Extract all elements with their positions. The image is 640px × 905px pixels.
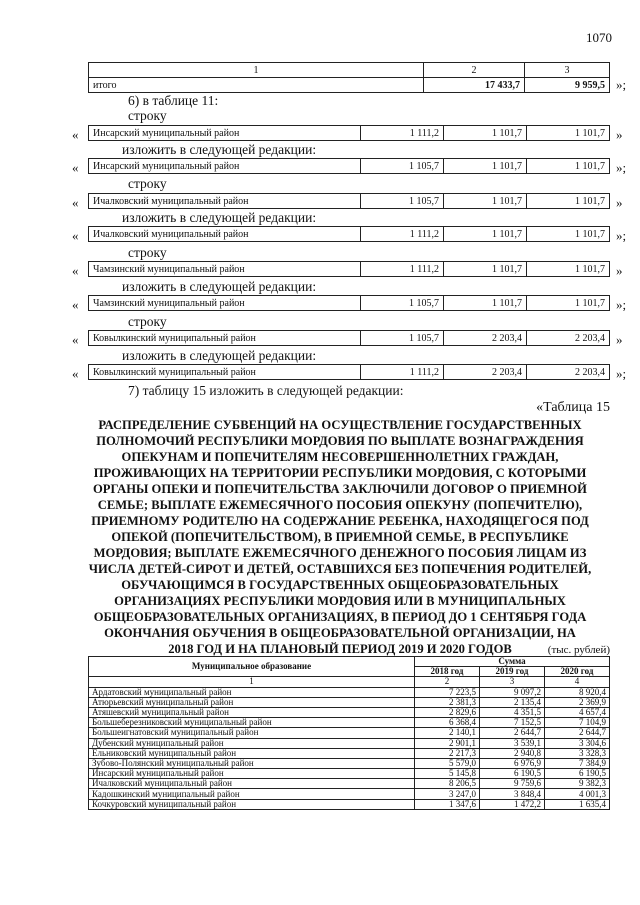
district-name: Ельниковский муниципальный район — [89, 748, 415, 758]
district-name: Инсарский муниципальный район — [89, 159, 361, 174]
value-2018: 1 111,2 — [361, 262, 444, 277]
value-2020: 1 101,7 — [527, 296, 610, 311]
close-quote: » — [616, 195, 623, 210]
value-2019: 1 101,7 — [444, 126, 527, 141]
value-2019: 1 101,7 — [444, 262, 527, 277]
amount-cell: 7 152,5 — [480, 718, 545, 728]
edit-row-table — [88, 226, 610, 242]
total-value-2018: 17 433,7 — [424, 78, 525, 93]
value-2018: 1 111,2 — [361, 126, 444, 141]
amount-cell: 1 472,2 — [480, 799, 545, 809]
district-name: Инсарский муниципальный район — [89, 126, 361, 141]
open-quote: « — [72, 366, 79, 381]
word-edit: изложить в следующей редакции: — [122, 142, 317, 157]
amount-cell: 8 206,5 — [415, 779, 480, 789]
value-2018: 1 105,7 — [361, 194, 444, 209]
edit-row-table — [88, 295, 610, 311]
amount-cell: 4 657,4 — [545, 707, 610, 717]
open-quote: « — [72, 195, 79, 210]
edit-row-table — [88, 125, 610, 141]
table-row — [89, 769, 610, 779]
amount-cell: 2 140,1 — [415, 728, 480, 738]
amount-cell: 6 976,9 — [480, 758, 545, 768]
value-2020: 2 203,4 — [527, 365, 610, 380]
title-line: ЧИСЛА ДЕТЕЙ-СИРОТ И ДЕТЕЙ, ОСТАВШИХСЯ БЕЗ ПОПЕЧЕНИЯ РОДИТЕЛЕЙ, — [88, 562, 592, 576]
amount-cell: 2 381,3 — [415, 697, 480, 707]
close-quote: »; — [616, 297, 627, 312]
district-name: Атюрьевский муниципальный район — [89, 697, 415, 707]
table-row — [89, 779, 610, 789]
district-name: Кочкуровский муниципальный район — [89, 799, 415, 809]
amount-cell: 2 369,9 — [545, 697, 610, 707]
district-name: Дубенский муниципальный район — [89, 738, 415, 748]
amount-cell: 3 247,0 — [415, 789, 480, 799]
table-row — [89, 758, 610, 768]
word-edit: изложить в следующей редакции: — [122, 348, 317, 363]
value-2020: 1 101,7 — [527, 262, 610, 277]
word-edit: изложить в следующей редакции: — [122, 210, 317, 225]
district-name: Инсарский муниципальный район — [89, 769, 415, 779]
open-quote: « — [72, 127, 79, 142]
amount-cell: 6 190,5 — [480, 769, 545, 779]
district-name: Большеигнатовский муниципальный район — [89, 728, 415, 738]
table-title — [60, 417, 620, 657]
district-name: Ичалковский муниципальный район — [89, 227, 361, 242]
amount-cell: 5 145,8 — [415, 769, 480, 779]
word-row: строку — [128, 245, 167, 260]
amount-cell: 9 759,6 — [480, 779, 545, 789]
amount-cell: 2 217,3 — [415, 748, 480, 758]
amount-cell: 4 001,3 — [545, 789, 610, 799]
value-2020: 1 101,7 — [527, 227, 610, 242]
amount-cell: 2 644,7 — [480, 728, 545, 738]
title-line: ОБУЧАЮЩИМСЯ В ГОСУДАРСТВЕННЫХ ОБЩЕОБРАЗОВАТЕЛЬНЫХ — [121, 578, 559, 592]
amount-cell: 1 635,4 — [545, 799, 610, 809]
district-name: Ардатовский муниципальный район — [89, 687, 415, 697]
amount-cell: 9 097,2 — [480, 687, 545, 697]
open-quote: « — [72, 263, 79, 278]
amount-cell: 3 304,6 — [545, 738, 610, 748]
year-header: 2020 год — [545, 667, 610, 677]
value-2018: 1 111,2 — [361, 365, 444, 380]
edit-row-table — [88, 364, 610, 380]
title-line: ОРГАНЫ ОПЕКИ И ПОПЕЧИТЕЛЬСТВА ЗАКЛЮЧИЛИ ДОГОВОР О ПРИЕМНОЙ — [93, 482, 587, 496]
amount-cell: 4 351,5 — [480, 707, 545, 717]
close-quote: » — [616, 127, 623, 142]
page-number: 1070 — [586, 30, 612, 45]
district-name: Атяшевский муниципальный район — [89, 707, 415, 717]
value-2018: 1 111,2 — [361, 227, 444, 242]
table-row — [89, 799, 610, 809]
main-table — [88, 656, 610, 810]
amount-cell: 9 382,3 — [545, 779, 610, 789]
amount-cell: 2 901,1 — [415, 738, 480, 748]
open-quote: « — [72, 297, 79, 312]
title-line: СЕМЬЕ; ВЫПЛАТЕ ЕЖЕМЕСЯЧНОГО ПОСОБИЯ ОПЕКУНУ (ПОПЕЧИТЕЛЮ), — [97, 498, 583, 512]
amount-cell: 3 328,3 — [545, 748, 610, 758]
total-label: итого — [89, 78, 424, 93]
amount-cell: 3 848,4 — [480, 789, 545, 799]
col-number: 3 — [480, 677, 545, 687]
units-label: (тыс. рублей) — [547, 644, 610, 656]
open-quote: « — [72, 332, 79, 347]
col-number: 2 — [415, 677, 480, 687]
amount-cell: 1 347,6 — [415, 799, 480, 809]
amount-cell: 2 829,6 — [415, 707, 480, 717]
value-2020: 1 101,7 — [527, 194, 610, 209]
header-cell: 3 — [525, 63, 610, 78]
table-label: «Таблица 15 — [536, 400, 610, 415]
value-2019: 2 203,4 — [444, 365, 527, 380]
district-name: Большеберезниковский муниципальный район — [89, 718, 415, 728]
table-row — [89, 718, 610, 728]
close-quote: »; — [616, 77, 627, 92]
title-line: ОРГАНИЗАЦИЯХ РЕСПУБЛИКИ МОРДОВИЯ ИЛИ В МУНИЦИПАЛЬНЫХ — [114, 594, 566, 608]
value-2019: 1 101,7 — [444, 296, 527, 311]
district-name: Чамзинский муниципальный район — [89, 296, 361, 311]
section-6-heading: 6) в таблице 11: — [128, 93, 219, 108]
edit-row-table — [88, 193, 610, 209]
header-cell: 2 — [424, 63, 525, 78]
table-row — [89, 728, 610, 738]
top-table — [88, 62, 610, 93]
section-7-heading: 7) таблицу 15 изложить в следующей редакции: — [128, 383, 404, 398]
year-header: 2019 год — [480, 667, 545, 677]
amount-cell: 6 190,5 — [545, 769, 610, 779]
district-name: Чамзинский муниципальный район — [89, 262, 361, 277]
district-name: Ичалковский муниципальный район — [89, 194, 361, 209]
title-line: РАСПРЕДЕЛЕНИЕ СУБВЕНЦИЙ НА ОСУЩЕСТВЛЕНИЕ ГОСУДАРСТВЕННЫХ — [98, 418, 582, 432]
edit-row-table — [88, 261, 610, 277]
value-2020: 1 101,7 — [527, 126, 610, 141]
title-line: ПРИЕМНОМУ РОДИТЕЛЮ НА СОДЕРЖАНИЕ РЕБЕНКА, НАХОДЯЩЕГОСЯ ПОД — [91, 514, 589, 528]
amount-cell: 2 644,7 — [545, 728, 610, 738]
year-header: 2018 год — [415, 667, 480, 677]
close-quote: »; — [616, 228, 627, 243]
district-name: Кадошкинский муниципальный район — [89, 789, 415, 799]
value-2020: 1 101,7 — [527, 159, 610, 174]
table-row — [89, 687, 610, 697]
table-row — [89, 789, 610, 799]
close-quote: » — [616, 263, 623, 278]
title-line: МОРДОВИЯ; ВЫПЛАТЕ ЕЖЕМЕСЯЧНОГО ДЕНЕЖНОГО ПОСОБИЯ ЛИЦАМ ИЗ — [93, 546, 587, 560]
title-line: ПОЛНОМОЧИЙ РЕСПУБЛИКИ МОРДОВИЯ ПО ВЫПЛАТЕ ВОЗНАГРАЖДЕНИЯ — [96, 434, 584, 448]
amount-cell: 2 940,8 — [480, 748, 545, 758]
edit-row-table — [88, 158, 610, 174]
title-line: ОБЩЕОБРАЗОВАТЕЛЬНЫХ ОРГАНИЗАЦИЯХ, В ПЕРИОД ДО 1 СЕНТЯБРЯ ГОДА — [93, 610, 587, 624]
close-quote: »; — [616, 366, 627, 381]
title-line: 2018 ГОД И НА ПЛАНОВЫЙ ПЕРИОД 2019 И 2020 ГОДОВ — [168, 642, 512, 656]
word-row: строку — [128, 314, 167, 329]
value-2019: 1 101,7 — [444, 159, 527, 174]
value-2018: 1 105,7 — [361, 159, 444, 174]
amount-cell: 5 579,0 — [415, 758, 480, 768]
title-line: ОПЕКУНАМ И ПОПЕЧИТЕЛЯМ НЕСОВЕРШЕННОЛЕТНИХ ГРАЖДАН, — [121, 450, 559, 464]
value-2018: 1 105,7 — [361, 296, 444, 311]
amount-cell: 7 384,9 — [545, 758, 610, 768]
district-name: Ковылкинский муниципальный район — [89, 331, 361, 346]
amount-cell: 7 104,9 — [545, 718, 610, 728]
value-2019: 1 101,7 — [444, 194, 527, 209]
amount-cell: 7 223,5 — [415, 687, 480, 697]
edit-row-table — [88, 330, 610, 346]
table-row — [89, 738, 610, 748]
word-row: строку — [128, 108, 167, 123]
col-number: 1 — [89, 677, 415, 687]
word-row: строку — [128, 176, 167, 191]
table-row — [89, 748, 610, 758]
table-row — [89, 707, 610, 717]
district-name: Зубово-Полянский муниципальный район — [89, 758, 415, 768]
col-header-sum: Сумма — [415, 657, 610, 667]
amount-cell: 6 368,4 — [415, 718, 480, 728]
table-row — [89, 697, 610, 707]
value-2018: 1 105,7 — [361, 331, 444, 346]
close-quote: »; — [616, 160, 627, 175]
col-header-name: Муниципальное образование — [89, 657, 415, 677]
district-name: Ичалковский муниципальный район — [89, 779, 415, 789]
amount-cell: 3 539,1 — [480, 738, 545, 748]
open-quote: « — [72, 228, 79, 243]
value-2020: 2 203,4 — [527, 331, 610, 346]
amount-cell: 8 920,4 — [545, 687, 610, 697]
title-line: ОПЕКОЙ (ПОПЕЧИТЕЛЬСТВОМ), В ПРИЕМНОЙ СЕМЬЕ, В РЕСПУБЛИКЕ — [111, 530, 569, 544]
value-2019: 1 101,7 — [444, 227, 527, 242]
col-number: 4 — [545, 677, 610, 687]
title-line: ПРОЖИВАЮЩИХ НА ТЕРРИТОРИИ РЕСПУБЛИКИ МОРДОВИЯ, С КОТОРЫМИ — [93, 466, 587, 480]
total-value-2019: 9 959,5 — [525, 78, 610, 93]
word-edit: изложить в следующей редакции: — [122, 279, 317, 294]
district-name: Ковылкинский муниципальный район — [89, 365, 361, 380]
value-2019: 2 203,4 — [444, 331, 527, 346]
amount-cell: 2 135,4 — [480, 697, 545, 707]
close-quote: » — [616, 332, 623, 347]
header-cell: 1 — [89, 63, 424, 78]
title-line: ОКОНЧАНИЯ ОБУЧЕНИЯ В ОБЩЕОБРАЗОВАТЕЛЬНОЙ ОРГАНИЗАЦИИ, НА — [104, 626, 576, 640]
open-quote: « — [72, 160, 79, 175]
